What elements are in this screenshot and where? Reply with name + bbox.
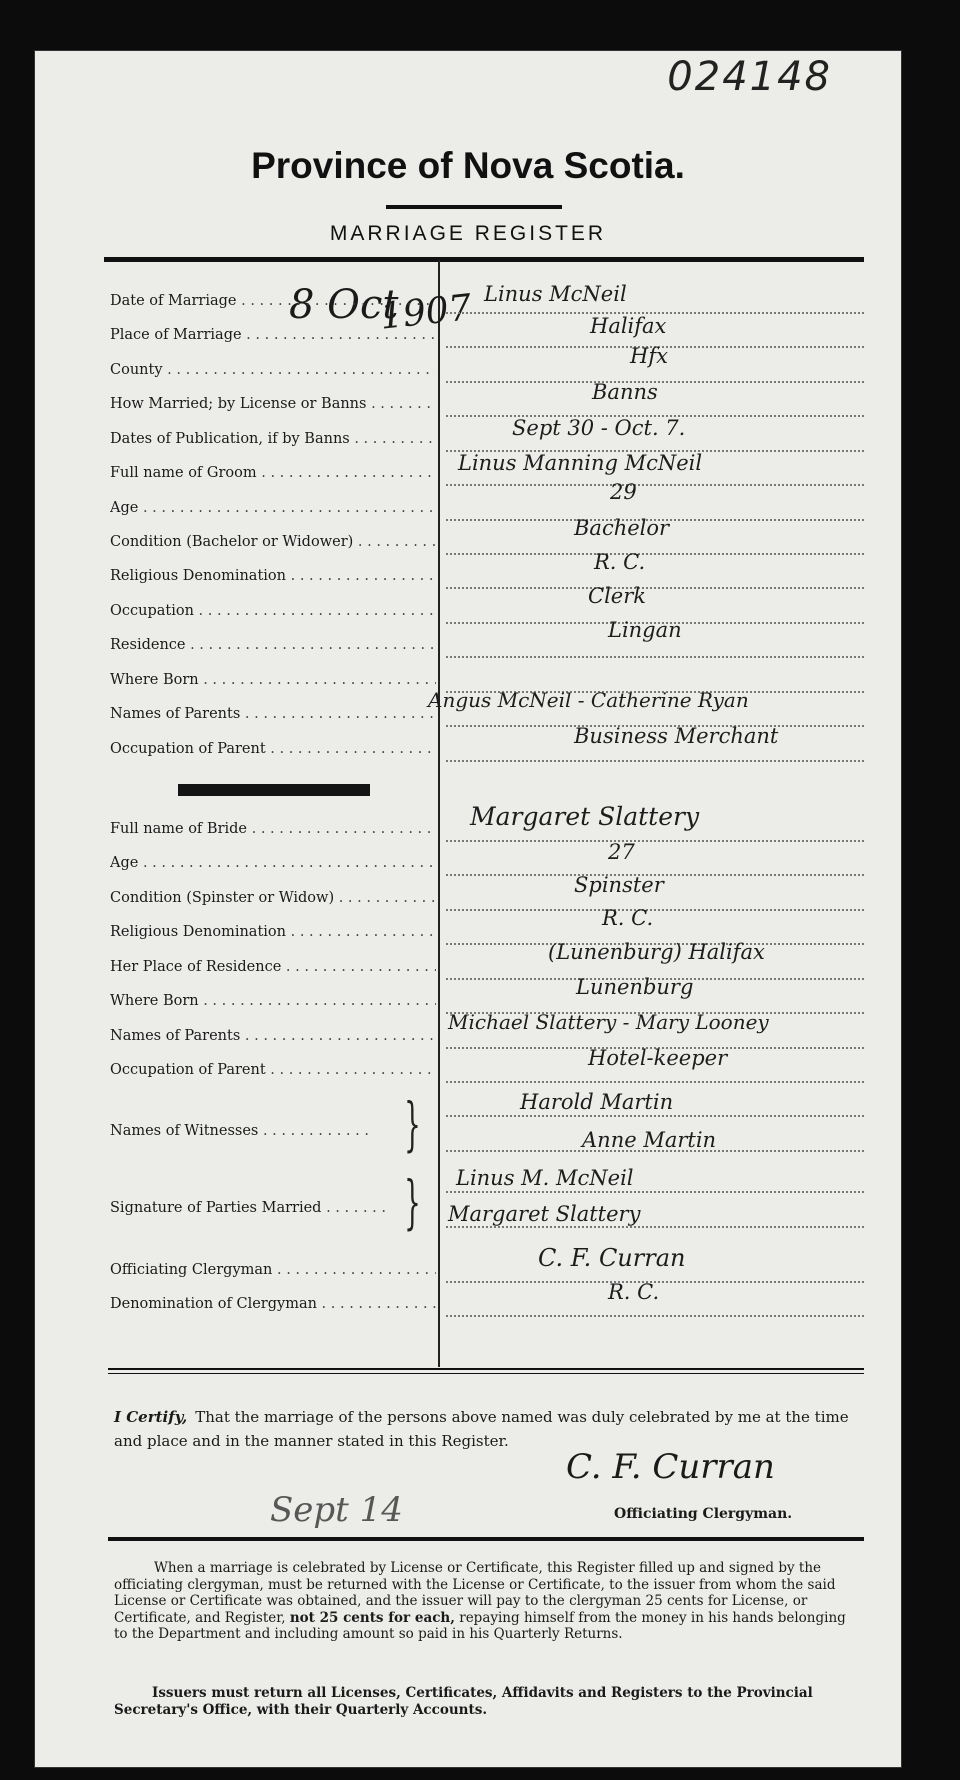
field-value: 27 [608,840,635,864]
field-label: How Married; by License or Banns . . . [110,396,436,412]
field-label: Age . . . [110,855,436,871]
field-label: Condition (Bachelor or Widower) . . . [110,534,436,550]
field-label: Religious Denomination . . . [110,568,436,584]
clergyman-name: C. F. Curran [538,1244,686,1272]
field-value: Banns [592,380,658,404]
certify-divider-thin [108,1373,864,1374]
certify-body: That the marriage of the persons above named was duly celebrated by me at the time and place and in the manner stated in this Register. [114,1408,849,1450]
field-label: Denomination of Clergyman . . . [110,1296,436,1312]
section-separator [178,784,370,796]
field-label: Names of Parents . . . [110,1028,436,1044]
field-line [446,1191,864,1193]
field-label: County . . . [110,362,436,378]
note-divider [108,1537,864,1541]
field-label: Occupation . . . [110,603,436,619]
field-line [446,1315,864,1317]
field-label: Her Place of Residence . . . [110,959,436,975]
marriage-date-handwritten: 8 Oct [289,282,399,328]
field-label: Condition (Spinster or Widow) . . . [110,890,436,906]
field-label: Full name of Bride . . . [110,821,436,837]
form-subtitle: MARRIAGE REGISTER [329,222,607,245]
field-value: R. C. [602,906,654,930]
field-label: Place of Marriage . . . [110,327,436,343]
field-value: Hotel-keeper [588,1046,728,1070]
field-label: Age . . . [110,500,436,516]
field-label: Where Born . . . [110,993,436,1009]
field-label: Dates of Publication, if by Banns . . . [110,431,436,447]
field-value: Clerk [588,584,646,608]
field-value: Halifax [590,314,667,338]
field-line [446,1226,864,1228]
note-emphasis: not 25 cents for each, [289,1609,455,1626]
page-title: Province of Nova Scotia. [251,145,685,186]
certification-text [114,1405,854,1453]
field-value: Michael Slattery - Mary Looney [448,1010,769,1034]
register-form [34,50,902,1768]
certify-signature-label: Officiating Clergyman. [614,1506,793,1522]
field-value: R. C. [594,550,646,574]
field-line [446,553,864,555]
party-signature: Margaret Slattery [448,1202,641,1226]
field-label: Where Born . . . [110,672,436,688]
field-label: Officiating Clergyman . . . [110,1262,436,1278]
field-label: Date of Marriage . . . [110,293,436,309]
serial-number: 024148 [667,54,832,100]
field-value: Lunenburg [576,975,694,999]
witness-name: Harold Martin [520,1090,674,1114]
field-line [446,760,864,762]
field-label: Religious Denomination . . . [110,924,436,940]
note-intro: When a marriage is celebrated by License or Certificate, this Register filled up and signed by the officiating clergyman, must be returned with the License or Certificate, to the issuer from whom the said License or Certificate was obtained, and the issuer will pay to the clergyman 25 cents for License, or Certificate, and Register, [114,1560,836,1626]
clergyman-denomination: R. C. [608,1280,660,1304]
field-value: Hfx [630,344,668,368]
signatures-brace: } [404,1168,421,1236]
witnesses-brace: } [404,1090,421,1158]
signatures-label: Signature of Parties Married . . . [110,1200,390,1216]
field-label: Occupation of Parent . . . [110,1062,436,1078]
field-value: Bachelor [574,516,670,540]
field-value: Spinster [574,873,664,897]
witnesses-label: Names of Witnesses . . . [110,1123,370,1139]
field-line [446,656,864,658]
field-label: Occupation of Parent . . . [110,741,436,757]
field-value: 29 [610,480,637,504]
date-stamp: Sept 14 [270,1490,403,1530]
field-value: (Lunenburg) Halifax [548,940,765,964]
column-divider [438,260,440,1367]
party-signature: Linus M. McNeil [456,1166,634,1190]
field-value: Lingan [608,618,682,642]
top-divider [104,257,864,262]
field-label: Full name of Groom . . . [110,465,436,481]
field-label: Names of Parents . . . [110,706,436,722]
witness-name: Anne Martin [582,1128,717,1152]
field-value: Margaret Slattery [470,802,700,831]
field-line [446,909,864,911]
field-value: Linus Manning McNeil [458,451,703,475]
certify-divider [108,1368,864,1370]
field-value: Business Merchant [574,724,779,748]
certify-signature: C. F. Curran [566,1447,775,1487]
field-value: Sept 30 - Oct. 7. [512,416,686,440]
note-rest: repaying himself from the money in his hands belonging to the Department and including amount so paid in his Quarterly Returns. [114,1609,846,1642]
title-divider [386,205,562,209]
return-instructions [114,1560,856,1643]
marriage-year-handwritten: 1907 [378,287,474,338]
certify-lead: I Certify, [114,1408,188,1426]
field-line [446,587,864,589]
issuers-instructions: Issuers must return all Licenses, Certificates, Affidavits and Registers to the Provincial Secretary's Office, with their Quarterly Accounts. [114,1685,813,1718]
field-line [446,1115,864,1117]
field-label: Residence . . . [110,637,436,653]
field-value: Linus McNeil [484,282,627,306]
field-value: Angus McNeil - Catherine Ryan [428,688,749,712]
field-line [446,840,864,842]
field-line [446,484,864,486]
field-line [446,1081,864,1083]
